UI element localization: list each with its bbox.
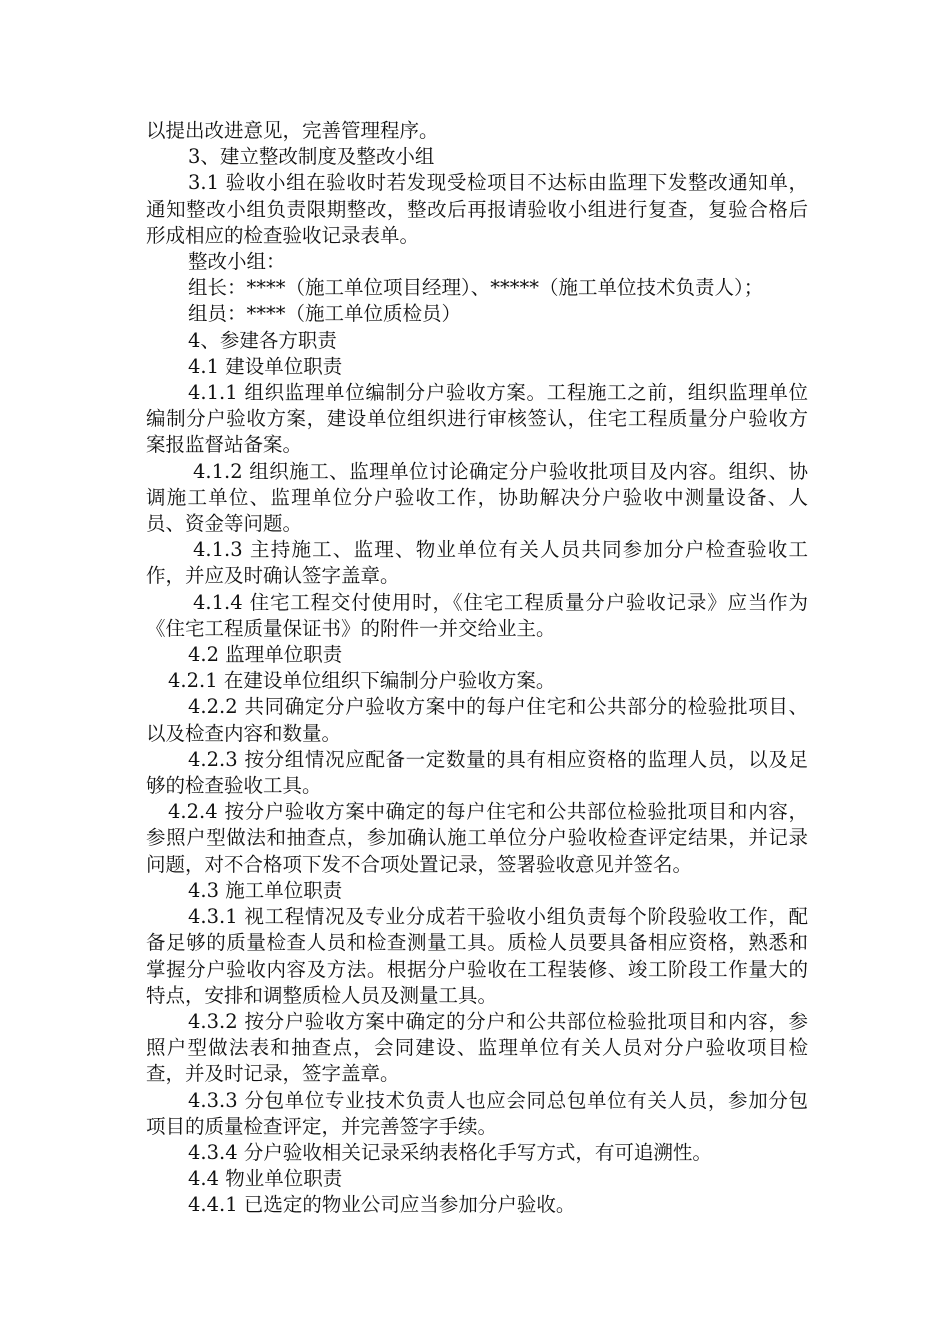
- rectification-group-label: 整改小组：: [188, 250, 286, 274]
- paragraph-4-3-4: 4.3.4 分户验收相关记录采纳表格化手写方式，有可追溯性。: [188, 1140, 712, 1164]
- subsection-heading-4-4: 4.4 物业单位职责: [188, 1167, 343, 1191]
- group-leader-line: 组长：****（施工单位项目经理）、*****（施工单位技术负责人）；: [188, 276, 764, 300]
- subsection-heading-4-1: 4.1 建设单位职责: [188, 354, 343, 378]
- paragraph-4-1-3: 4.1.3 主持施工、监理、物业单位有关人员共同参加分户检查验收工作，并应及时确认签字盖章。: [146, 538, 808, 588]
- paragraph-4-3-3: 4.3.3 分包单位专业技术负责人也应会同总包单位有关人员，参加分包项目的质量检查评定，并完善签字手续。: [146, 1088, 808, 1138]
- section-heading-3: 3、建立整改制度及整改小组: [188, 145, 435, 169]
- paragraph-3-1: 3.1 验收小组在验收时若发现受检项目不达标由监理下发整改通知单，通知整改小组负责限期整改，整改后再报请验收小组进行复查，复验合格后形成相应的检查验收记录表单。: [146, 171, 808, 247]
- subsection-heading-4-2: 4.2 监理单位职责: [188, 643, 343, 667]
- paragraph-4-3-2: 4.3.2 按分户验收方案中确定的分户和公共部位检验批项目和内容，参照户型做法表和抽查点，会同建设、监理单位有关人员对分户验收项目检查，并及时记录，签字盖章。: [146, 1009, 808, 1086]
- paragraph-4-2-3: 4.2.3 按分组情况应配备一定数量的具有相应资格的监理人员，以及足够的检查验收工具。: [146, 747, 808, 798]
- paragraph-continuation: 以提出改进意见，完善管理程序。: [146, 119, 439, 142]
- group-member-line: 组员：****（施工单位质检员）: [188, 302, 462, 326]
- paragraph-4-2-4: 4.2.4 按分户验收方案中确定的每户住宅和公共部位检验批项目和内容，参照户型做法和抽查点，参加确认施工单位分户验收检查评定结果，并记录问题，对不合格项下发不合项处置记录，签署验收意见并签名。: [146, 800, 808, 876]
- document-body: [146, 118, 808, 1219]
- paragraph-4-3-1: 4.3.1 视工程情况及专业分成若干验收小组负责每个阶段验收工作，配备足够的质量检查人员和检查测量工具。质检人员要具备相应资格，熟悉和掌握分户验收内容及方法。根据分户验收在工程装修、竣工阶段工作量大的特点，安排和调整质检人员及测量工具。: [146, 905, 808, 1007]
- section-heading-4: 4、参建各方职责: [188, 328, 337, 352]
- subsection-heading-4-3: 4.3 施工单位职责: [188, 878, 343, 902]
- paragraph-4-4-1: 4.4.1 已选定的物业公司应当参加分户验收。: [188, 1193, 576, 1217]
- paragraph-4-1-2: 4.1.2 组织施工、监理单位讨论确定分户验收批项目及内容。组织、协调施工单位、监理单位分户验收工作，协助解决分户验收中测量设备、人员、资金等问题。: [146, 459, 808, 536]
- paragraph-4-1-4: 4.1.4 住宅工程交付使用时，《住宅工程质量分户验收记录》应当作为《住宅工程质量保证书》的附件一并交给业主。: [146, 590, 808, 640]
- paragraph-4-2-1: 4.2.1 在建设单位组织下编制分户验收方案。: [168, 669, 556, 693]
- paragraph-4-1-1: 4.1.1 组织监理单位编制分户验收方案。工程施工之前，组织监理单位编制分户验收方案，建设单位组织进行审核签认，住宅工程质量分户验收方案报监督站备案。: [146, 381, 808, 457]
- paragraph-4-2-2: 4.2.2 共同确定分户验收方案中的每户住宅和公共部分的检验批项目、以及检查内容和数量。: [146, 695, 808, 745]
